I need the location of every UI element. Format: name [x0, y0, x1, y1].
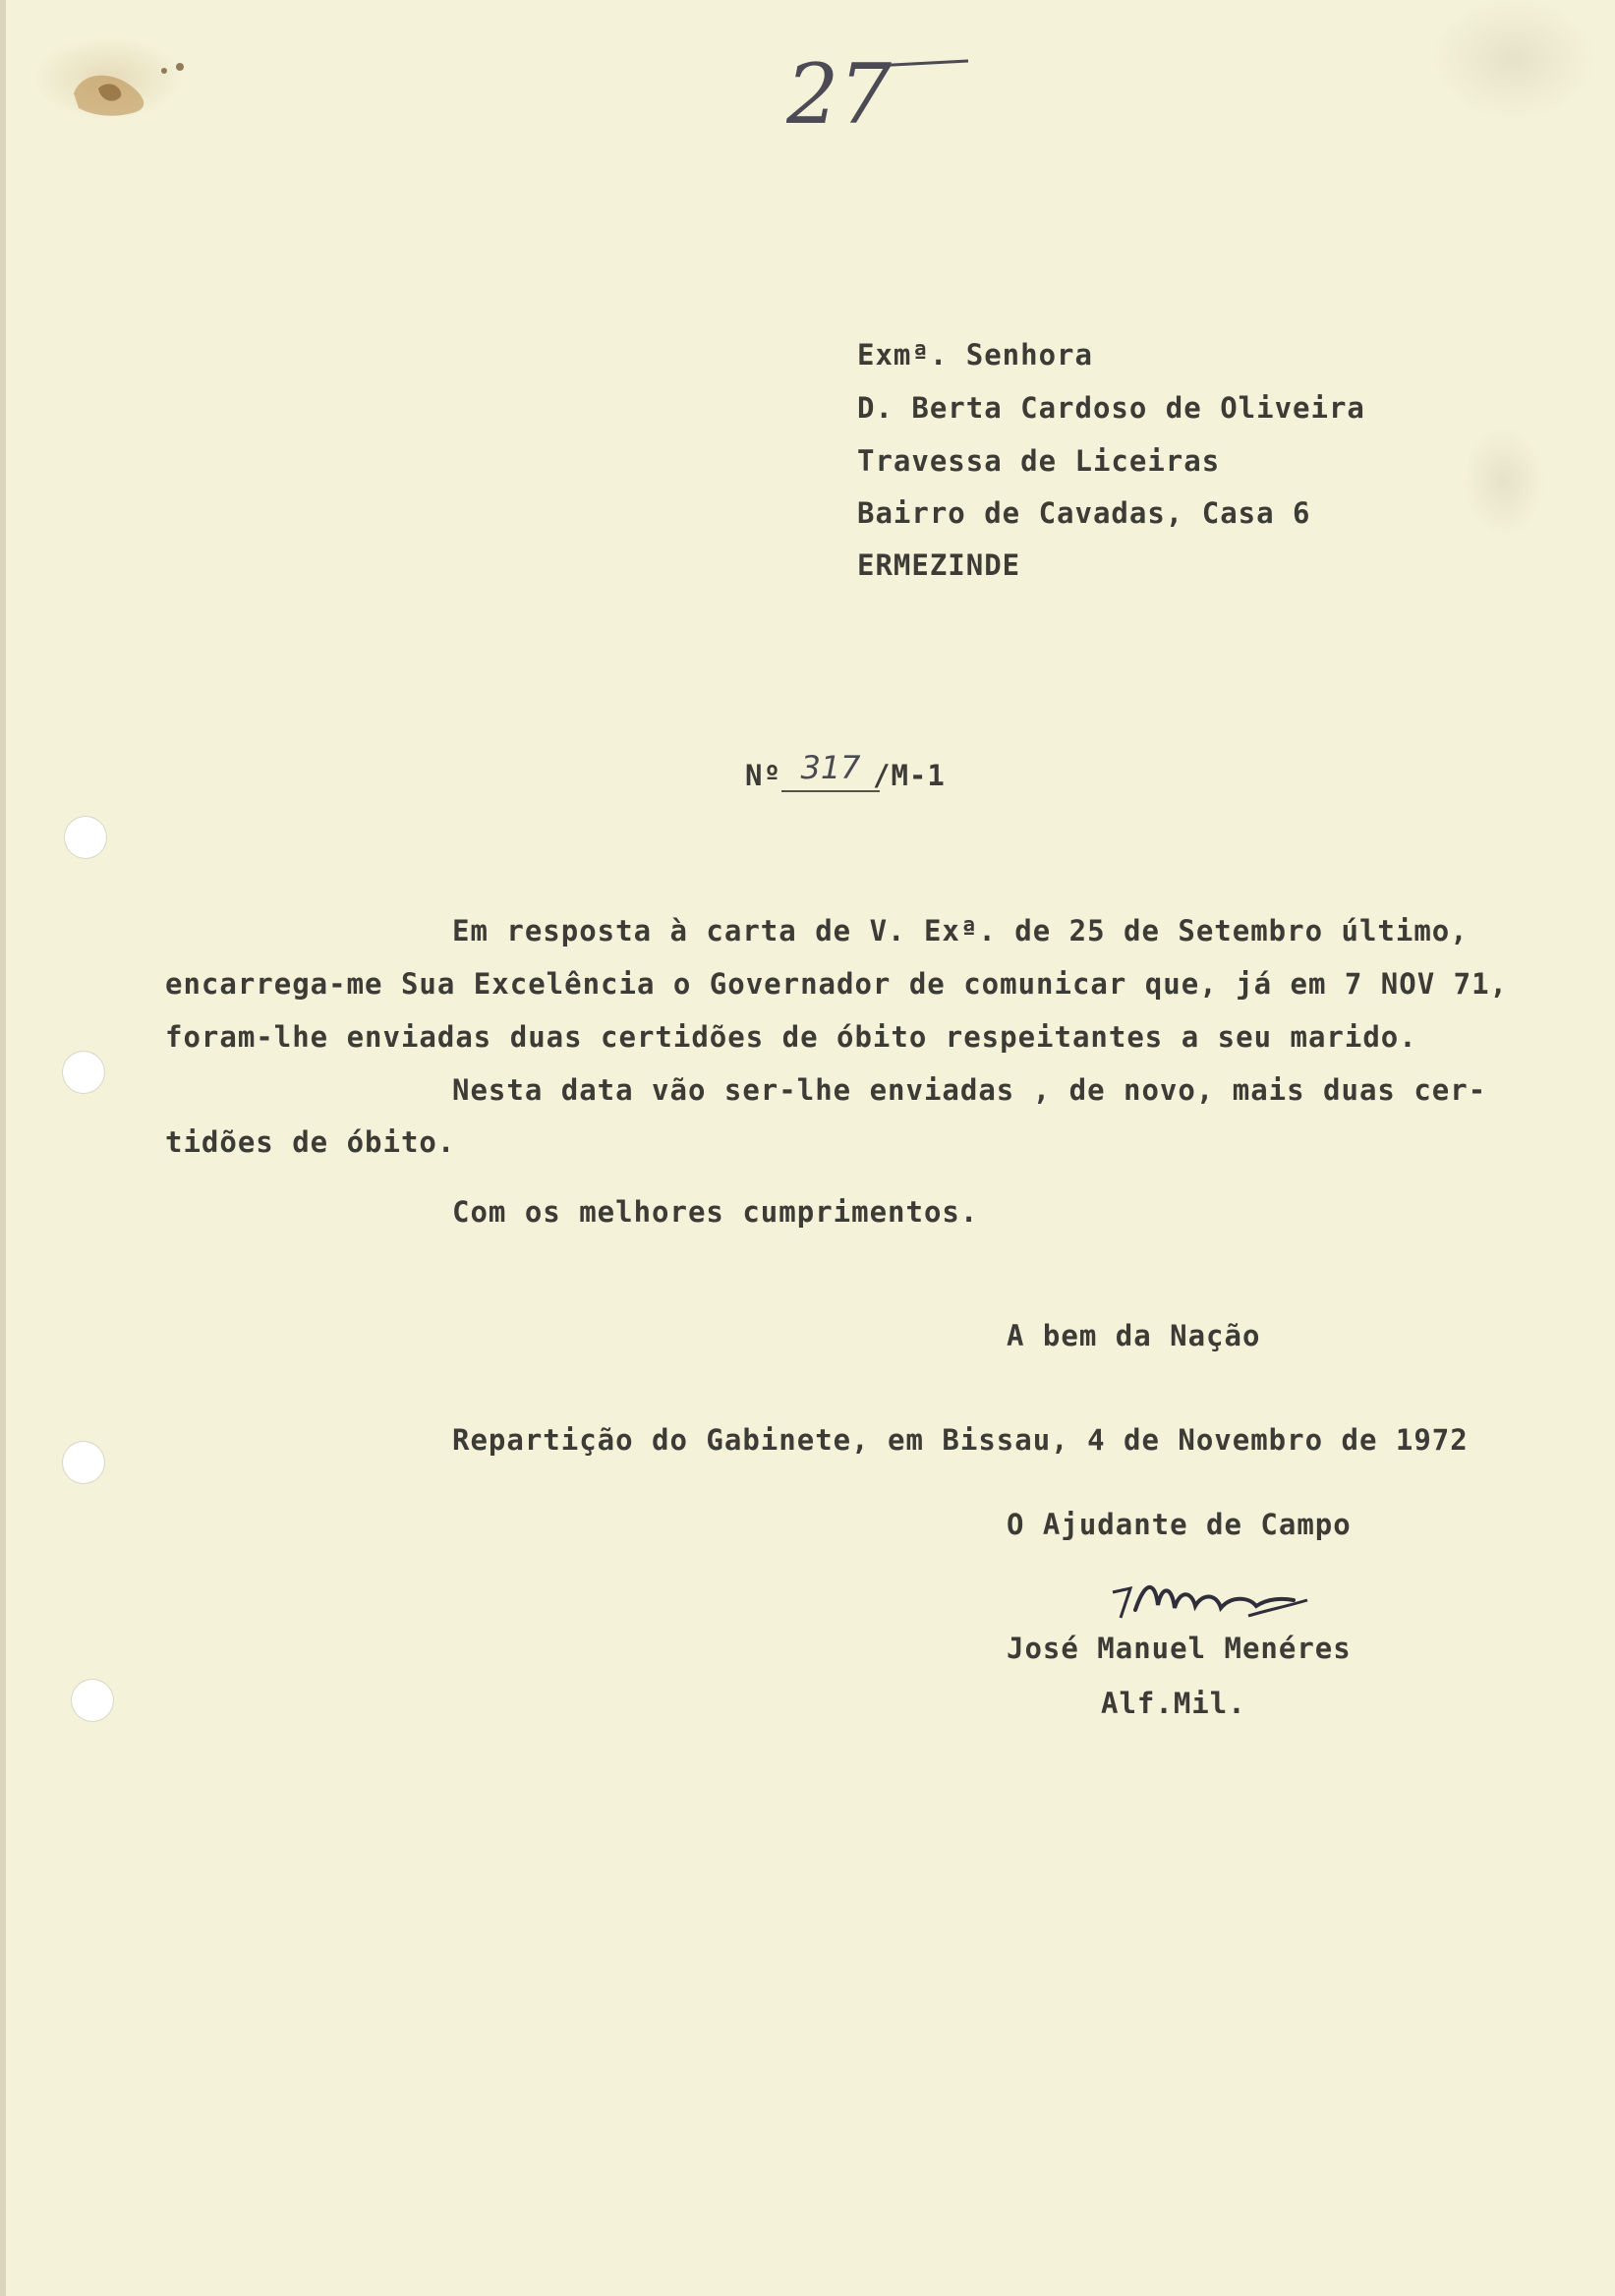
reference-number: 317: [800, 749, 861, 786]
place-and-date: Repartição do Gabinete, em Bissau, 4 de Novembro de 1972: [452, 1423, 1469, 1457]
handwritten-page-number: [786, 39, 983, 147]
page-number-text: 27: [786, 46, 892, 143]
addressee-street: Travessa de Liceiras: [857, 444, 1221, 478]
punch-hole: [62, 1051, 105, 1094]
addressee-name: D. Berta Cardoso de Oliveira: [857, 391, 1365, 425]
body-line-4: Nesta data vão ser-lhe enviadas , de novo, mais duas cer-: [452, 1073, 1487, 1107]
addressee-district: Bairro de Cavadas, Casa 6: [857, 496, 1311, 530]
reference-suffix: /M-1: [873, 759, 946, 792]
addressee-salutation: Exmª. Senhora: [857, 338, 1093, 372]
body-line-3: foram-lhe enviadas duas certidões de óbito respeitantes a seu marido.: [165, 1020, 1417, 1054]
punch-hole: [71, 1679, 114, 1722]
body-line-2: encarrega-me Sua Excelência o Governador de comunicar que, já em 7 NOV 71,: [165, 967, 1509, 1001]
page-edge: [0, 0, 6, 2296]
closing-line: Com os melhores cumprimentos.: [452, 1195, 979, 1229]
punch-hole: [64, 816, 107, 859]
addressee-city: ERMEZINDE: [857, 548, 1021, 582]
body-line-1: Em resposta à carta de V. Exª. de 25 de Setembro último,: [452, 914, 1469, 947]
body-line-5: tidões de óbito.: [165, 1125, 456, 1159]
reference-underline: [781, 790, 880, 792]
rust-stain: [54, 39, 202, 128]
motto: A bem da Nação: [1007, 1319, 1261, 1352]
reference-prefix: Nº: [745, 759, 781, 792]
signatory-name: José Manuel Menéres: [1007, 1632, 1352, 1665]
punch-hole: [62, 1441, 105, 1484]
signatory-rank: Alf.Mil.: [1101, 1687, 1246, 1720]
signatory-title: O Ajudante de Campo: [1007, 1508, 1352, 1541]
